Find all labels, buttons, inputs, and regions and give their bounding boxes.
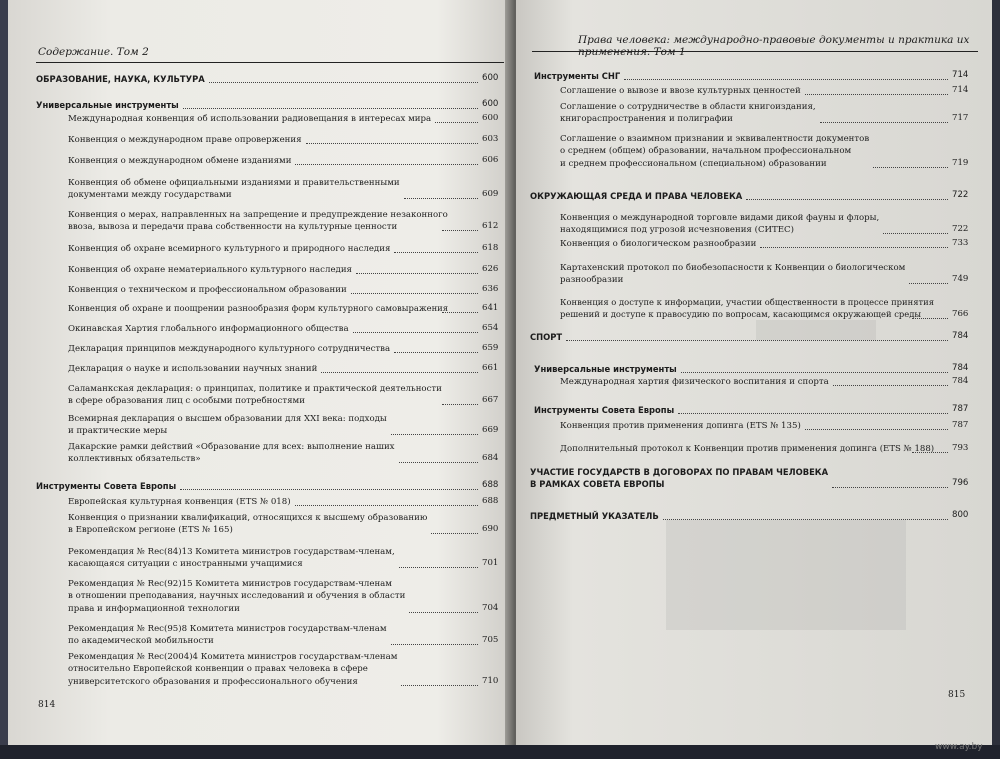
toc-section-heading [36,73,205,85]
toc-entry [560,238,756,250]
dot-leader [401,685,478,686]
dot-leader [391,644,478,645]
toc-page-number: 641 [482,303,499,313]
toc-entry-text: ввоза, вывоза и передачи права собственности на культурные ценности [68,222,398,233]
toc-page-number: 717 [952,113,969,124]
dot-leader [566,340,948,341]
toc-entry [68,363,317,375]
toc-entry [560,212,879,237]
dot-leader [805,94,948,95]
dot-leader [832,487,948,488]
toc-entry [560,376,829,388]
toc-entry-text: Рекомендация № Rec(84)13 Комитета министров государствам-членам, [68,547,395,557]
toc-entry [68,651,397,688]
running-head-right: Права человека: международно-правовые документы и практика их применения. Том 1 [578,34,970,58]
toc-entry-text: и среднем профессиональном (специальном) образовании [560,158,827,169]
dot-leader [435,122,478,123]
toc-entry [68,383,442,408]
toc-entry [68,155,291,167]
toc-section-heading [530,466,828,491]
toc-entry-text: документами между государствами [68,190,232,201]
dot-leader [431,533,478,534]
toc-entry-text: Всемирная декларация о высшем образовании для XXI века: подходы [68,414,387,424]
dot-leader [912,318,948,319]
toc-page-number: 784 [952,331,969,341]
toc-page-number: 661 [482,363,499,373]
toc-entry [68,546,395,571]
toc-entry-text: Конвенция о международном праве опровержения [68,135,302,145]
bleed-through [666,520,906,630]
toc-entry [68,623,387,648]
page-number-left: 814 [38,700,56,710]
toc-page-number: 701 [482,558,499,569]
toc-entry [68,323,349,335]
dot-leader [833,385,948,386]
dot-leader [353,332,478,333]
toc-entry-text: Конвенция о техническом и профессиональном образовании [68,285,347,295]
toc-page-number: 606 [482,155,499,165]
toc-section-heading [530,190,742,202]
toc-page-number: 688 [482,496,499,506]
toc-entry-text: ПРЕДМЕТНЫЙ УКАЗАТЕЛЬ [530,511,659,521]
toc-page-number: 800 [952,510,969,520]
toc-entry-text: Декларация принципов международного культурного сотрудничества [68,344,391,354]
toc-entry-text: Конвенция о признании квалификаций, относящихся к высшему образованию [68,513,428,523]
toc-entry-text: решений и доступе к правосудию по вопросам, касающимся окружающей среды [560,310,922,321]
dot-leader [663,519,948,520]
toc-entry-text: Инструменты Совета Европы [36,481,177,491]
dot-leader [883,233,948,234]
dot-leader [394,252,478,253]
toc-page-number: 722 [952,224,969,235]
toc-entry [68,303,457,315]
dot-leader [909,283,948,284]
toc-entry-text: Дополнительный протокол к Конвенции против применения допинга (ETS № 188) [560,444,935,454]
header-rule-right [532,51,978,52]
toc-page-number: 710 [482,675,499,686]
toc-entry-text: Инструменты Совета Европы [534,405,675,415]
toc-entry [68,284,347,296]
dot-leader [306,143,478,144]
dot-leader [180,489,478,490]
toc-entry-text: книгораспространения и полиграфии [560,114,733,125]
toc-page-number: 796 [952,478,969,489]
toc-entry [68,413,387,438]
toc-entry-text: Универсальные инструменты [36,100,179,110]
dot-leader [746,199,948,200]
toc-entry-text: университетского образования и профессионального обучения [68,676,358,687]
toc-page-number: 749 [952,274,969,285]
toc-page-number: 787 [952,420,969,430]
toc-entry-text: Универсальные инструменты [534,364,677,374]
toc-page-number: 784 [952,363,969,373]
toc-entry-text: Дакарские рамки действий «Образование для всех: выполнение наших [68,442,395,452]
dot-leader [321,372,478,373]
watermark: www.ay.by [935,742,983,752]
toc-entry-text: ОКРУЖАЮЩАЯ СРЕДА И ПРАВА ЧЕЛОВЕКА [530,191,743,201]
toc-entry-text: Конвенция о международном обмене изданиями [68,156,292,166]
toc-subsection-heading [36,99,179,111]
toc-subsection-heading [36,480,176,492]
table-shadow [0,745,1000,759]
toc-section-heading [530,510,659,522]
toc-page-number: 654 [482,323,499,333]
toc-entry [560,101,816,126]
toc-entry [560,420,801,432]
dot-leader [873,167,948,168]
toc-entry-text: Окинавская Хартия глобального информационного общества [68,324,349,334]
dot-leader [805,429,948,430]
toc-entry-text: находящимися под угрозой исчезновения (СИТЕС) [560,225,794,236]
toc-entry [68,177,400,202]
toc-entry-text: и практические меры [68,426,168,437]
toc-page-number: 722 [952,190,969,200]
dot-leader [442,312,478,313]
toc-entry-text: Рекомендация № Rec(2004)4 Комитета министров государствам-членам [68,652,398,662]
toc-page-number: 600 [482,113,499,123]
toc-entry-text: относительно Европейской конвенции о правах человека в сфере [68,664,368,675]
dot-leader [442,404,478,405]
toc-entry-text: Рекомендация № Rec(95)8 Комитета министров государствам-членам [68,624,387,634]
toc-entry-text: по академической мобильности [68,636,214,647]
toc-page-number: 603 [482,134,499,144]
toc-entry-text: Конвенция об охране и поощрении разнообразия форм культурного самовыражения [68,304,449,314]
toc-page-number: 612 [482,221,499,232]
dot-leader [295,164,478,165]
toc-entry-text: Конвенция о мерах, направленных на запрещение и предупреждение незаконного [68,210,448,220]
bleed-through [756,320,876,340]
dot-leader [409,612,478,613]
toc-entry-text: Картахенский протокол по биобезопасности к Конвенции о биологическом [560,263,906,273]
dot-leader [399,462,478,463]
toc-entry-text: в сфере образования лиц с особыми потребностями [68,396,305,407]
dot-leader [399,567,478,568]
toc-page-number: 704 [482,602,499,613]
dot-leader [391,434,478,435]
toc-entry [560,133,869,170]
toc-page-number: 669 [482,425,499,436]
dot-leader [760,247,948,248]
dot-leader [404,198,478,199]
toc-page-number: 766 [952,309,969,320]
toc-entry [560,443,935,455]
toc-entry-text: о среднем (общем) образовании, начальном профессиональном [560,146,852,157]
running-head-left: Содержание. Том 2 [38,46,149,58]
toc-entry-text: Соглашение о сотрудничестве в области книгоиздания, [560,102,816,112]
toc-page-number: 600 [482,99,499,109]
toc-entry-text: разнообразии [560,275,624,286]
toc-section-heading [530,331,562,343]
toc-entry-text: ОБРАЗОВАНИЕ, НАУКА, КУЛЬТУРА [36,74,205,84]
toc-page-number: 688 [482,480,499,490]
toc-subsection-heading [534,404,674,416]
toc-entry [68,496,291,508]
toc-entry [68,113,431,125]
toc-page-number: 705 [482,635,499,646]
dot-leader [295,505,478,506]
toc-entry-text: Международная конвенция об использовании радиовещания в интересах мира [68,114,432,124]
toc-entry [68,243,390,255]
toc-page-number: 636 [482,284,499,294]
dot-leader [624,79,948,80]
toc-page-number: 600 [482,73,499,83]
toc-entry-text: касающаяся ситуации с иностранными учащимися [68,559,303,570]
toc-page-number: 784 [952,376,969,386]
dot-leader [394,352,478,353]
toc-entry-text: Саламанкская декларация: о принципах, политике и практической деятельности [68,384,442,394]
dot-leader [183,108,478,109]
toc-subsection-heading [534,70,620,82]
toc-entry [68,134,302,146]
toc-entry-text: Конвенция против применения допинга (ETS № 135) [560,421,801,431]
toc-page-number: 714 [952,70,969,80]
toc-page-number: 659 [482,343,499,353]
header-rule-left [36,62,504,63]
toc-entry-text: Конвенция о биологическом разнообразии [560,239,757,249]
toc-page-number: 719 [952,157,969,168]
toc-entry-text: Европейская культурная конвенция (ETS № 018) [68,497,291,507]
toc-entry-text: Соглашение о вывозе и ввозе культурных ценностей [560,86,801,96]
toc-page-number: 690 [482,524,499,535]
toc-entry-text: Соглашение о взаимном признании и эквивалентности документов [560,134,870,144]
dot-leader [356,273,478,274]
toc-entry-text: Рекомендация № Rec(92)15 Комитета министров государствам-членам [68,579,392,589]
toc-page-number: 714 [952,85,969,95]
toc-page-number: 793 [952,443,969,453]
toc-subsection-heading [534,363,677,375]
right-page [516,0,992,745]
toc-entry [560,262,905,287]
toc-entry-text: СПОРТ [530,332,563,342]
toc-entry-text: Международная хартия физического воспитания и спорта [560,377,829,387]
dot-leader [912,452,948,453]
toc-page-number: 787 [952,404,969,414]
toc-entry [560,297,944,322]
toc-entry-text: Декларация о науке и использовании научных знаний [68,364,318,374]
toc-entry-text: Конвенция об охране нематериального культурного наследия [68,265,352,275]
toc-entry-text: УЧАСТИЕ ГОСУДАРСТВ В ДОГОВОРАХ ПО ПРАВАМ ЧЕЛОВЕКА [530,467,829,477]
toc-entry-text: В РАМКАХ СОВЕТА ЕВРОПЫ [530,479,665,490]
dot-leader [678,413,948,414]
toc-entry [68,441,395,466]
toc-page-number: 626 [482,264,499,274]
page-number-right: 815 [948,690,966,700]
toc-entry-text: права и информационной технологии [68,603,240,614]
toc-page-number: 609 [482,189,499,200]
toc-entry-text: Конвенция о доступе к информации, участии общественности в процессе принятия [560,298,935,308]
dot-leader [351,293,478,294]
toc-entry-text: коллективных обязательств» [68,454,201,465]
toc-entry-text: Конвенция об обмене официальными изданиями и правительственными [68,178,400,188]
toc-entry-text: Конвенция о международной торговле видами дикой фауны и флоры, [560,213,880,223]
dot-leader [681,372,948,373]
toc-entry [560,85,801,97]
toc-entry-text: Инструменты СНГ [534,71,621,81]
toc-entry-text: в отношении преподавания, научных исследований и обучения в области [68,591,406,602]
toc-page-number: 684 [482,453,499,464]
toc-page-number: 667 [482,395,499,406]
dot-leader [209,82,478,83]
dot-leader [820,122,948,123]
toc-page-number: 733 [952,238,969,248]
toc-entry [68,512,427,537]
dot-leader [442,230,478,231]
toc-entry-text: Конвенция об охране всемирного культурного и природного наследия [68,244,391,254]
toc-entry-text: в Европейском регионе (ETS № 165) [68,525,233,536]
toc-entry [68,578,405,615]
toc-entry [68,209,448,234]
left-page [8,0,513,745]
toc-entry [68,264,352,276]
toc-page-number: 618 [482,243,499,253]
toc-entry [68,343,390,355]
